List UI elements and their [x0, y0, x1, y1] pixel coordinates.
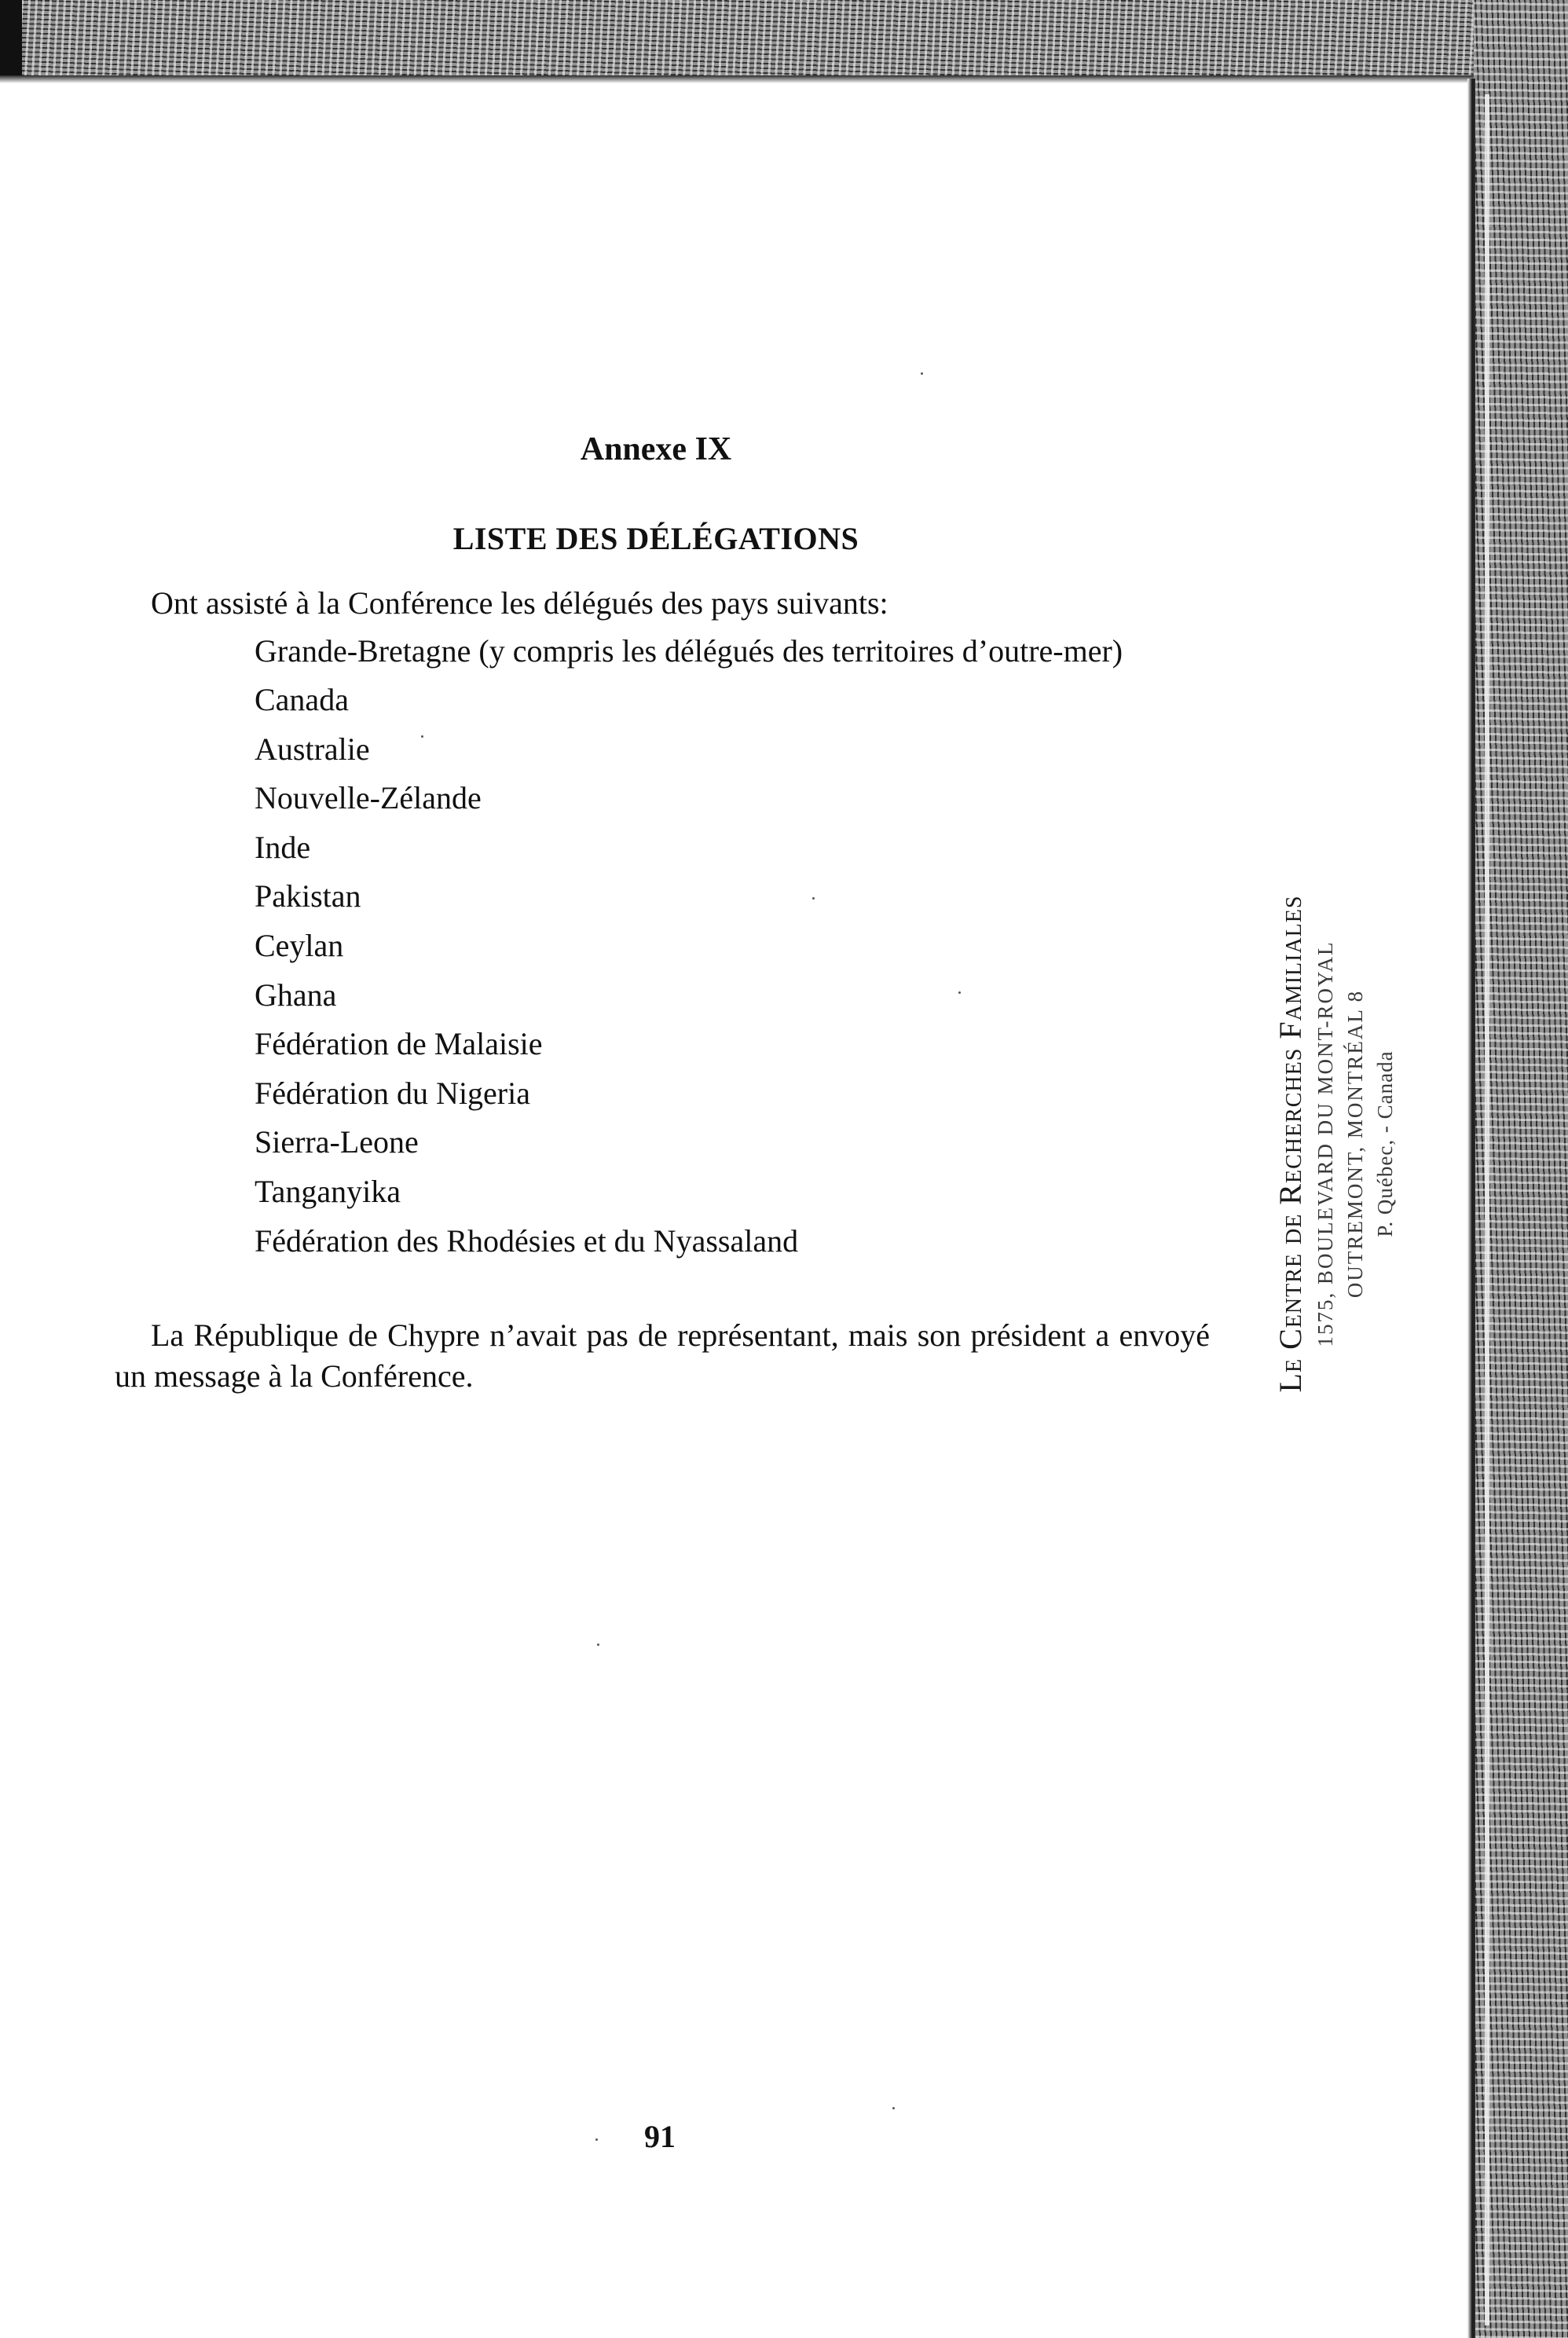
- list-item: Sierra-Leone: [255, 1124, 419, 1160]
- list-item: Fédération des Rhodésies et du Nyassaland: [255, 1222, 799, 1259]
- list-item: Ceylan: [255, 927, 344, 963]
- page-title: LISTE DES DÉLÉGATIONS: [452, 521, 859, 556]
- scan-speck: [892, 2107, 895, 2109]
- list-item: Fédération de Malaisie: [255, 1026, 543, 1062]
- stamp-city: OUTREMONT, MONTRÉAL 8: [1343, 989, 1367, 1299]
- scan-speck: [421, 735, 423, 738]
- scan-speck: [812, 897, 815, 900]
- page-number: 91: [644, 2119, 676, 2154]
- list-item: Nouvelle-Zélande: [255, 780, 482, 816]
- list-item: Pakistan: [255, 878, 361, 914]
- scan-border-shadow: [0, 75, 1477, 83]
- stamp-province: P. Québec, - Canada: [1373, 1050, 1397, 1237]
- closing-paragraph: La République de Chypre n’avait pas de représentant, mais son président a envoyé un message à la Conférence.: [115, 1317, 1210, 1394]
- scan-speck: [597, 1644, 599, 1646]
- annex-label: Annexe IX: [580, 431, 732, 467]
- list-item: Tanganyika: [255, 1173, 401, 1209]
- stamp-institution: Le Centre de Recherches Familiales: [1273, 895, 1308, 1393]
- page-edge: [1467, 79, 1475, 2338]
- intro-paragraph: Ont assisté à la Conférence les délégués des pays suivants:: [151, 585, 888, 621]
- list-item: Inde: [255, 829, 311, 865]
- scan-speck: [595, 2138, 598, 2141]
- list-item: Australie: [255, 731, 370, 767]
- scan-corner-mark: [0, 0, 22, 75]
- scan-border-top: [0, 0, 1568, 80]
- stamp-address: 1575, BOULEVARD DU MONT-ROYAL: [1313, 940, 1337, 1347]
- scan-speck: [958, 991, 961, 994]
- list-item: Ghana: [255, 977, 337, 1013]
- delegation-list: [255, 632, 1213, 1270]
- library-stamp: [1271, 806, 1428, 1482]
- page-edge-highlight: [1485, 94, 1489, 2325]
- list-item: Grande-Bretagne (y compris les délégués des territoires d’outre-mer): [255, 633, 1123, 669]
- scan-speck: [921, 372, 923, 375]
- list-item: Canada: [255, 682, 349, 717]
- list-item: Fédération du Nigeria: [255, 1075, 530, 1111]
